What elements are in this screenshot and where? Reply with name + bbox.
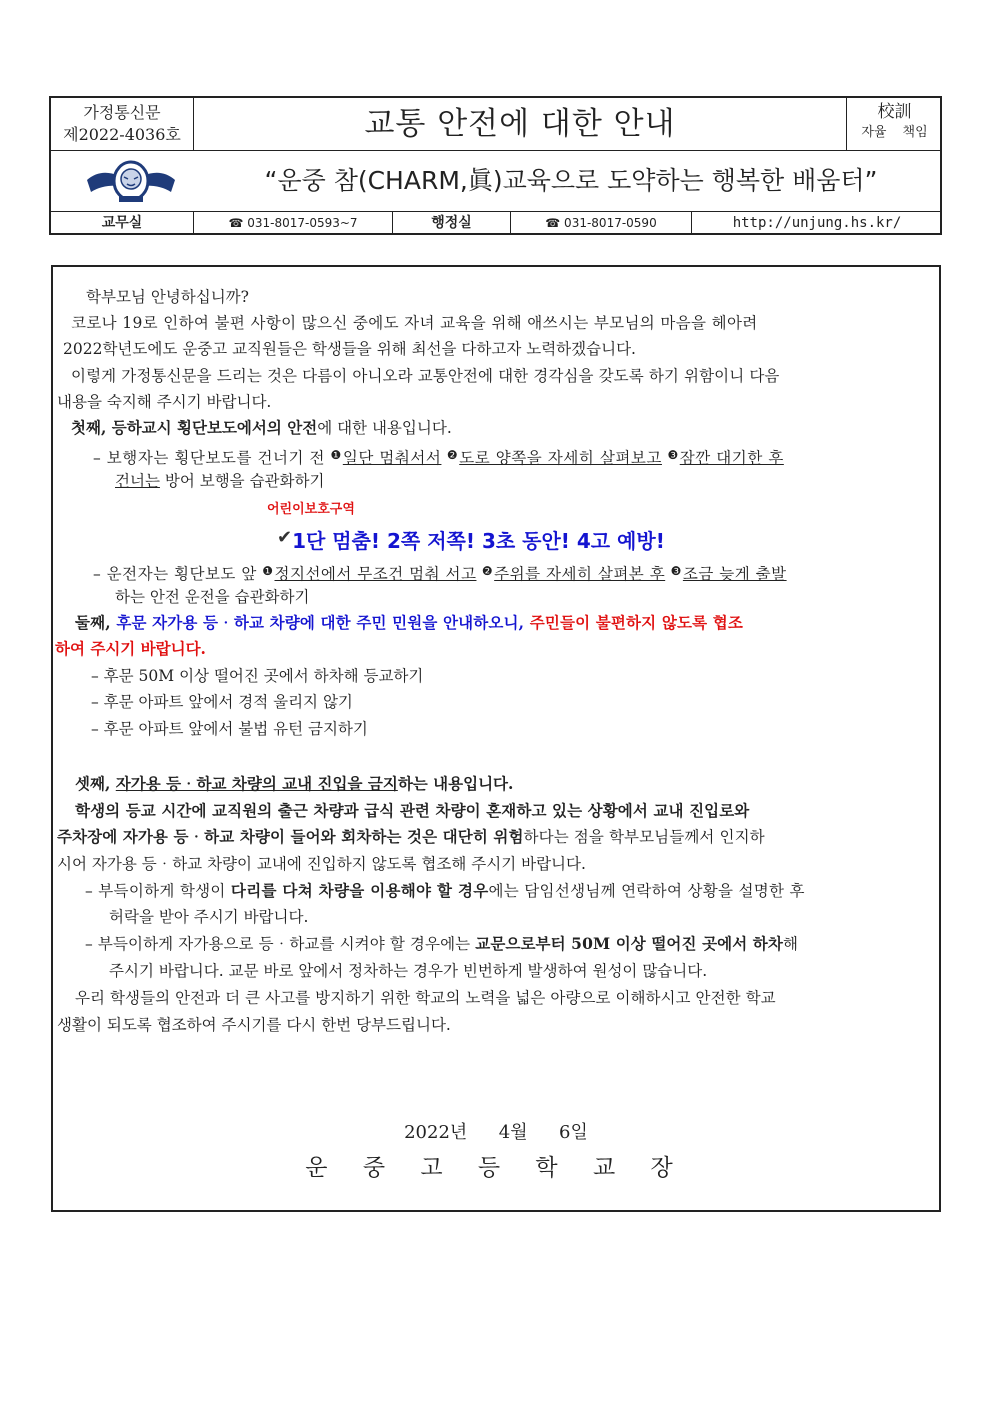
closing-2: 생활이 되도록 협조하여 주시기를 다시 한번 당부드립니다. — [57, 1016, 451, 1034]
section-2-red-cont: 하여 주시기 바랍니다. — [55, 639, 206, 658]
bullet-2-start: – 부득이하게 자가용으로 등‧하교를 시켜야 할 경우에는 — [85, 935, 476, 953]
number-3-icon: ❸ — [670, 564, 682, 578]
office-academic-label: 교무실 — [51, 211, 194, 235]
section-3-danger: 주차장에 자가용 등‧하교 차량이 들어와 회차하는 것은 대단히 위험 — [57, 827, 524, 846]
number-1-icon: ❶ — [330, 448, 342, 462]
section-2-blue: 후문 자가용 등‧하교 차량에 대한 주민 민원을 안내하오니, — [116, 613, 525, 632]
safety-campaign — [277, 523, 665, 556]
letter-body — [51, 265, 941, 1212]
doc-type: 가정통신문 — [83, 103, 161, 122]
section-3-para-1: 학생의 등교 시간에 교직원의 출근 차량과 급식 관련 차량이 혼재하고 있는 상황에서 교내 진입로와 — [75, 801, 750, 820]
driver-step-2: 주위를 자세히 살펴본 후 — [494, 565, 666, 583]
bullet-1-bold: 다리를 다쳐 차량을 이용해야 할 경우 — [230, 881, 489, 900]
pedestrian-step-3: 잠깐 대기한 후 — [679, 449, 784, 467]
section-3-para-2 — [57, 825, 765, 849]
section-3-rest: 하는 내용입니다. — [397, 774, 514, 793]
motto-text: 자율 책임 — [861, 125, 928, 140]
pedestrian-rule — [93, 443, 784, 470]
pedestrian-rule-rest: 방어 보행을 습관화하기 — [159, 472, 325, 490]
number-1-icon: ❶ — [262, 564, 274, 578]
doc-number: 제2022-4036호 — [63, 125, 181, 144]
school-slogan: “운중 참(CHARM,眞)교육으로 도약하는 행복한 배움터” — [264, 166, 878, 195]
bullet-2-bold: 교문으로부터 50M 이상 떨어진 곳에서 하차 — [475, 934, 783, 953]
section-3-heading — [75, 772, 513, 796]
office-academic-phone: ☎ 031-8017-0593~7 — [194, 211, 393, 235]
paragraph-intro-1: 코로나 19로 인하여 불편 사항이 많으신 중에도 자녀 교육을 위해 애쓰시는 부모님의 마음을 헤아려 — [71, 314, 758, 332]
letterhead-row-contacts — [51, 211, 940, 235]
pedestrian-rule-cont — [115, 469, 324, 493]
letterhead-row-slogan — [51, 150, 940, 212]
section-2-red: 주민들이 불편하지 않도록 협조 — [529, 613, 743, 632]
motto-label: 校訓 — [877, 102, 912, 122]
letterhead — [49, 96, 942, 235]
driver-rule-cont: 하는 안전 운전을 습관화하기 — [115, 588, 310, 606]
pedestrian-rule-prefix: – 보행자는 횡단보도를 건너기 전 — [93, 449, 326, 467]
paragraph-purpose-2: 내용을 숙지해 주시기 바랍니다. — [57, 393, 272, 411]
section-3-underlined: 자가용 등‧하교 차량의 교내 진입을 금지 — [115, 774, 398, 793]
office-admin-label: 행정실 — [393, 211, 511, 235]
section-2-item: – 후문 아파트 앞에서 경적 울리지 않기 — [91, 693, 353, 711]
check-icon: ✔ — [277, 527, 293, 548]
office-admin-phone: ☎ 031-8017-0590 — [511, 211, 692, 235]
section-3-para-2-rest: 하다는 점을 학부모님들께서 인지하 — [523, 828, 765, 846]
bullet-2-rest: 해 — [782, 935, 799, 953]
signer: 운 중 고 등 학 교 장 — [305, 1155, 687, 1181]
pedestrian-step-2: 도로 양쪽을 자세히 살펴보고 — [459, 449, 662, 467]
section-1-title-rest: 에 대한 내용입니다. — [317, 419, 452, 437]
section-2-heading — [75, 611, 743, 635]
section-3-para-3: 시어 자가용 등‧하교 차량이 교내에 진입하지 않도록 협조해 주시기 바랍니다. — [57, 855, 586, 873]
number-3-icon: ❸ — [667, 448, 679, 462]
section-1-heading — [71, 416, 452, 440]
closing-1: 우리 학생들의 안전과 더 큰 사고를 방지하기 위한 학교의 노력을 넓은 아량으로 이해하시고 안전한 학교 — [75, 989, 776, 1007]
driver-step-1: 정지선에서 무조건 멈춰 서고 — [274, 565, 477, 583]
school-motto — [846, 98, 942, 150]
driver-rule — [93, 559, 787, 586]
section-1-title: 첫째, 등하교시 횡단보도에서의 안전 — [71, 418, 318, 437]
number-2-icon: ❷ — [481, 564, 494, 578]
number-2-icon: ❷ — [446, 448, 459, 462]
child-zone-label: 어린이보호구역 — [267, 502, 355, 517]
letter-date: 2022년 4월 6일 — [404, 1122, 588, 1143]
bullet-1-start: – 부득이하게 학생이 — [85, 882, 231, 900]
driver-rule-prefix: – 운전자는 횡단보도 앞 — [93, 565, 257, 583]
paragraph-purpose-1: 이렇게 가정통신문을 드리는 것은 다름이 아니오라 교통안전에 대한 경각심을 갖도록 하기 위함이니 다음 — [71, 367, 780, 385]
pedestrian-step-1: 일단 멈춰서서 — [342, 449, 442, 467]
school-logo — [81, 158, 181, 204]
campaign-slogan: 1단 멈춤! 2쪽 저쪽! 3초 동안! 4고 예방! — [292, 529, 665, 553]
section-2-item: – 후문 아파트 앞에서 불법 유턴 금지하기 — [91, 720, 368, 738]
section-3-bullet-1-cont: 허락을 받아 주시기 바랍니다. — [109, 908, 309, 926]
driver-step-3: 조금 늦게 출발 — [682, 565, 787, 583]
doc-info — [51, 98, 194, 150]
paragraph-intro-2: 2022학년도에도 운중고 교직원들은 학생들을 위해 최선을 다하고자 노력하겠습니다. — [63, 340, 636, 358]
page-title: 교통 안전에 대한 안내 — [364, 106, 676, 142]
section-2-item: – 후문 50M 이상 떨어진 곳에서 하차해 등교하기 — [91, 667, 424, 685]
letterhead-row-title — [51, 98, 940, 151]
section-2-lead: 둘째, — [75, 613, 111, 632]
school-website-link[interactable]: http://unjung.hs.kr/ — [732, 215, 902, 231]
bullet-1-rest: 에는 담임선생님께 연락하여 상황을 설명한 후 — [488, 882, 805, 900]
section-3-bullet-2 — [85, 932, 798, 956]
greeting: 학부모님 안녕하십니까? — [86, 288, 249, 306]
section-3-bullet-2-cont: 주시기 바랍니다. 교문 바로 앞에서 정차하는 경우가 빈번하게 발생하여 원성이 많습니다. — [109, 962, 708, 980]
section-3-lead: 셋째, — [75, 774, 116, 793]
pedestrian-rule-underlined: 건너는 — [115, 472, 160, 490]
section-3-bullet-1 — [85, 879, 805, 903]
